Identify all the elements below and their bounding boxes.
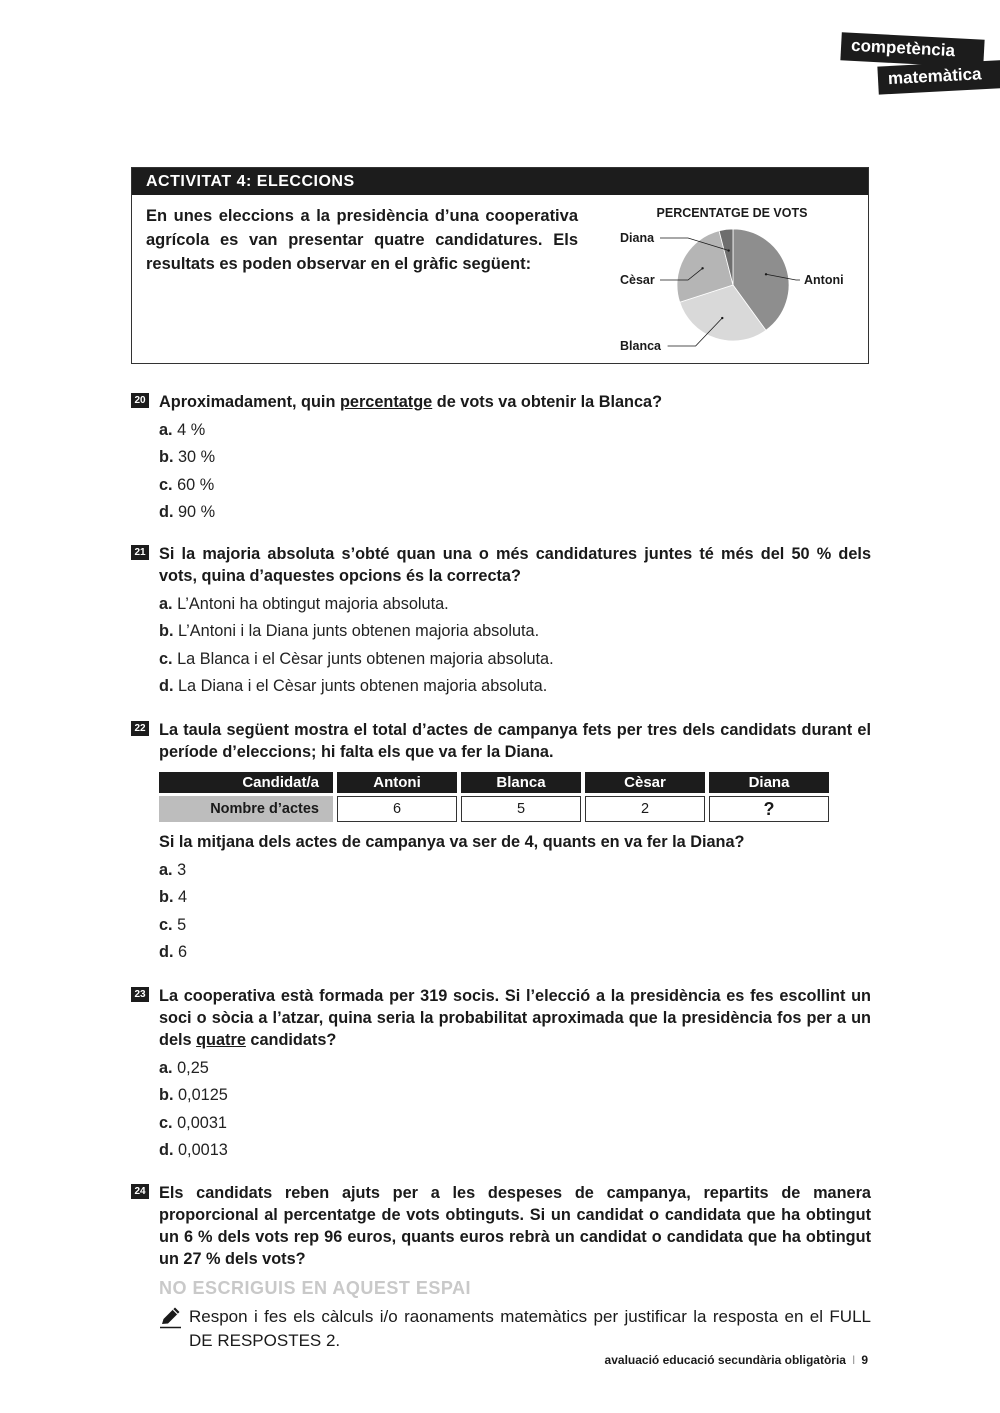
option-text: La Diana i el Cèsar junts obtenen majoria absoluta. bbox=[178, 676, 548, 695]
option-letter: a. bbox=[159, 861, 173, 879]
option-text: 30 % bbox=[178, 448, 216, 467]
page-number: 9 bbox=[861, 1353, 868, 1367]
row-label: Nombre d’actes bbox=[159, 796, 333, 822]
pie-label-cèsar: Cèsar bbox=[620, 273, 655, 287]
option-text: 0,0125 bbox=[178, 1086, 228, 1105]
option-a[interactable] bbox=[159, 1055, 871, 1082]
question-number: 20 bbox=[131, 393, 149, 408]
question-text-part: candidats? bbox=[245, 1031, 337, 1049]
column-header: Blanca bbox=[461, 772, 581, 793]
option-letter: d. bbox=[159, 502, 174, 521]
question-text-part: de vots va obtenir la Blanca? bbox=[432, 393, 663, 411]
page-footer bbox=[605, 1353, 868, 1367]
option-a[interactable] bbox=[159, 591, 871, 618]
question-number: 24 bbox=[131, 1184, 149, 1199]
table-row bbox=[159, 796, 829, 822]
option-letter: c. bbox=[159, 475, 173, 494]
option-letter: a. bbox=[159, 421, 173, 439]
pie-leader-dot bbox=[765, 273, 767, 275]
option-letter: c. bbox=[159, 915, 173, 934]
column-header: Antoni bbox=[337, 772, 457, 793]
option-d[interactable] bbox=[159, 499, 871, 526]
option-letter: d. bbox=[159, 676, 174, 695]
options-list bbox=[159, 857, 871, 966]
question-text: Si la majoria absoluta s’obté quan una o més candidatures juntes té més del 50 % dels vots, quina d’aquestes opcions és la correcta? bbox=[159, 545, 871, 585]
question-20 bbox=[131, 391, 871, 526]
activity-box bbox=[131, 167, 869, 364]
underlined-word: quatre bbox=[196, 1031, 246, 1049]
question-23 bbox=[131, 985, 871, 1164]
question-number: 21 bbox=[131, 545, 149, 560]
question-text bbox=[159, 391, 871, 413]
option-text: 0,25 bbox=[177, 1059, 209, 1077]
question-text bbox=[159, 985, 871, 1051]
table-cell: 2 bbox=[585, 796, 705, 822]
vote-pie-chart bbox=[612, 198, 862, 358]
pencil-icon bbox=[159, 1305, 183, 1329]
matematica-tag bbox=[877, 59, 1000, 94]
campaign-events-table bbox=[155, 769, 833, 825]
option-b[interactable] bbox=[159, 884, 871, 911]
chart-title: PERCENTATGE DE VOTS bbox=[656, 206, 808, 220]
option-text: 0,0031 bbox=[177, 1113, 227, 1132]
option-text: 4 bbox=[178, 888, 188, 907]
question-21 bbox=[131, 543, 871, 700]
table-cell: 5 bbox=[461, 796, 581, 822]
table-cell: 6 bbox=[337, 796, 457, 822]
option-letter: d. bbox=[159, 942, 174, 961]
option-text: 6 bbox=[178, 942, 188, 961]
pie-label-diana: Diana bbox=[620, 231, 655, 245]
option-b[interactable] bbox=[159, 1082, 871, 1109]
question-22 bbox=[131, 719, 871, 966]
option-letter: a. bbox=[159, 1059, 173, 1077]
options-list bbox=[159, 417, 871, 526]
pie-leader-dot bbox=[721, 317, 723, 319]
column-header: Cèsar bbox=[585, 772, 705, 793]
option-text: 60 % bbox=[177, 475, 215, 494]
question-text: Els candidats reben ajuts per a les despeses de campanya, repartits de manera proporcional al percentatge de vots obtinguts. Si un candidat o candidata que ha obtingut un 6 % dels vots rep 96 euros, quants euros rebrà un candidat o candidata que ha obtingut un 27 % dels vots? bbox=[159, 1184, 871, 1268]
option-letter: d. bbox=[159, 1140, 174, 1159]
option-letter: c. bbox=[159, 649, 173, 668]
pie-leader-dot bbox=[727, 249, 729, 251]
question-text-part: Aproximadament, quin bbox=[159, 393, 340, 411]
option-text: La Blanca i el Cèsar junts obtenen majoria absoluta. bbox=[177, 649, 554, 668]
question-number: 23 bbox=[131, 987, 149, 1002]
option-text: 3 bbox=[177, 861, 187, 879]
option-c[interactable] bbox=[159, 472, 871, 499]
activity-intro: En unes eleccions a la presidència d’una cooperativa agrícola es van presentar quatre candidatures. Els resultats es poden observar en el gràfic següent: bbox=[146, 207, 578, 273]
option-letter: b. bbox=[159, 448, 174, 467]
question-number: 22 bbox=[131, 721, 149, 736]
tag-line2: matemàtica bbox=[887, 64, 982, 89]
option-d[interactable] bbox=[159, 673, 871, 700]
tag-line1: competència bbox=[850, 35, 956, 61]
column-header: Diana bbox=[709, 772, 829, 793]
option-b[interactable] bbox=[159, 444, 871, 471]
sub-question-text: Si la mitjana dels actes de campanya va ser de 4, quants en va fer la Diana? bbox=[159, 833, 745, 851]
option-text: L’Antoni ha obtingut majoria absoluta. bbox=[177, 595, 449, 613]
option-c[interactable] bbox=[159, 646, 871, 673]
pie-slices bbox=[677, 229, 789, 341]
underlined-word: percentatge bbox=[339, 393, 433, 411]
option-a[interactable] bbox=[159, 417, 871, 444]
option-letter: b. bbox=[159, 1086, 174, 1105]
option-b[interactable] bbox=[159, 618, 871, 645]
do-not-write-warning: NO ESCRIGUIS EN AQUEST ESPAI bbox=[159, 1278, 472, 1298]
activity-title: ACTIVITAT 4: ELECCIONS bbox=[132, 168, 868, 195]
option-letter: b. bbox=[159, 622, 174, 641]
option-c[interactable] bbox=[159, 912, 871, 939]
option-letter: b. bbox=[159, 888, 174, 907]
option-c[interactable] bbox=[159, 1110, 871, 1137]
options-list bbox=[159, 591, 871, 700]
option-a[interactable] bbox=[159, 857, 871, 884]
footer-separator: I bbox=[851, 1353, 856, 1367]
option-text: 4 % bbox=[177, 421, 206, 439]
option-text: 5 bbox=[177, 915, 187, 934]
option-letter: a. bbox=[159, 595, 173, 613]
option-text: 0,0013 bbox=[178, 1140, 228, 1159]
options-list bbox=[159, 1055, 871, 1164]
option-letter: c. bbox=[159, 1113, 173, 1132]
question-text: La taula següent mostra el total d’actes de campanya fets per tres dels candidats durant el període d’eleccions; hi falta els que va fer la Diana. bbox=[159, 721, 871, 761]
pie-label-antoni: Antoni bbox=[804, 273, 844, 287]
question-text-part: La cooperativa està formada per 319 socis. Si l’elecció a la presidència es fes escollint un soci o sòcia a l’atzar, quina seria la probabilitat aproximada que la presidència fos per a un dels bbox=[159, 987, 871, 1049]
pie-leader-dot bbox=[701, 267, 703, 269]
instruction-text: Respon i fes els càlculs i/o raonaments matemàtics per justificar la resposta en el FULL DE RESPOSTES 2. bbox=[189, 1307, 871, 1350]
option-d[interactable] bbox=[159, 1137, 871, 1164]
table-cell-unknown: ? bbox=[709, 796, 829, 822]
option-text: L’Antoni i la Diana junts obtenen majoria absoluta. bbox=[178, 622, 540, 641]
option-text: 90 % bbox=[178, 502, 216, 521]
table-header-label: Candidat/a bbox=[159, 772, 333, 793]
option-d[interactable] bbox=[159, 939, 871, 966]
question-24 bbox=[131, 1182, 871, 1353]
pie-label-blanca: Blanca bbox=[620, 339, 661, 353]
answer-instruction bbox=[159, 1305, 871, 1353]
table-header-row bbox=[159, 772, 829, 793]
footer-text: avaluació educació secundària obligatòria bbox=[604, 1353, 846, 1367]
